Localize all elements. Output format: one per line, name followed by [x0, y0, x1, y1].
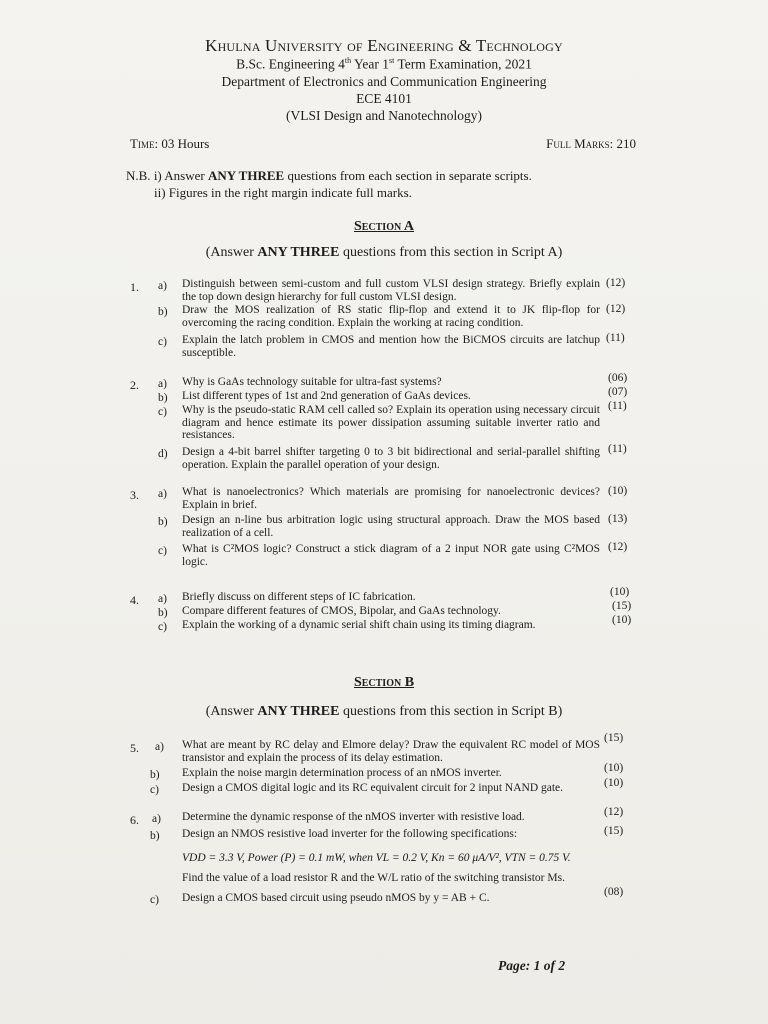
- time-info: [130, 136, 209, 152]
- department-name: Department of Electronics and Communication Engineering: [221, 74, 547, 89]
- nb-line-2: ii) Figures in the right margin indicate full marks.: [154, 185, 412, 200]
- nb-line1-bold: ANY THREE: [207, 168, 285, 183]
- question-number: 4.: [130, 593, 139, 607]
- part-label: c): [150, 784, 159, 796]
- part-marks: (10): [610, 586, 630, 598]
- section-a-note-suffix: questions from this section in Script A): [339, 245, 563, 260]
- part-text: Determine the dynamic response of the nMOS inverter with resistive load.: [182, 811, 525, 823]
- part-text: Draw the MOS realization of RS static flip-flop and extend it to JK flip-flop for overcoming the racing condition. Explain the working at racing condition.: [182, 304, 600, 329]
- part-label: c): [158, 621, 167, 633]
- section-a-note: [0, 245, 768, 261]
- part-marks: (10): [604, 777, 624, 789]
- section-a-note-bold: ANY THREE: [257, 245, 340, 260]
- full-marks-label: Full Marks:: [546, 136, 614, 151]
- part-text: Briefly discuss on different steps of IC fabrication.: [182, 591, 416, 603]
- section-b-title: Section B: [353, 675, 415, 690]
- part-label: a): [152, 813, 161, 825]
- part-marks: (12): [606, 303, 626, 315]
- part-marks: (12): [606, 277, 626, 289]
- part-text: Explain the latch problem in CMOS and mention how the BiCMOS circuits are latchup susceptible.: [182, 334, 600, 359]
- part-marks: (12): [604, 806, 624, 818]
- question-number: 3.: [130, 488, 139, 502]
- part-marks: (06): [608, 372, 628, 384]
- nb-line1-prefix: i) Answer: [153, 168, 208, 183]
- part-text: Explain the noise margin determination process of an nMOS inverter.: [182, 767, 502, 779]
- part-text: What is nanoelectronics? Which materials are promising for nanoelectronic devices? Explain in brief.: [182, 486, 600, 511]
- spec-line: VDD = 3.3 V, Power (P) = 0.1 mW, when VL = 0.2 V, Kn = 60 μA/V², VTN = 0.75 V.: [182, 852, 571, 864]
- part-text: Why is GaAs technology suitable for ultra-fast systems?: [182, 376, 442, 388]
- page-number: Page: 1 of 2: [498, 958, 566, 973]
- part-marks: (10): [612, 614, 632, 626]
- part-marks: (11): [608, 443, 627, 455]
- part-label: b): [150, 769, 160, 781]
- part-label: c): [158, 406, 167, 418]
- part-text: List different types of 1st and 2nd generation of GaAs devices.: [182, 390, 471, 402]
- part-marks: (08): [604, 886, 624, 898]
- full-marks-info: [546, 136, 636, 152]
- part-marks: (10): [604, 762, 624, 774]
- part-text: Design an n-line bus arbitration logic using structural approach. Draw the MOS based realization of a cell.: [182, 514, 600, 539]
- university-name: Khulna University of Engineering & Technology: [205, 36, 563, 55]
- part-label: a): [158, 488, 167, 500]
- part-text: What are meant by RC delay and Elmore delay? Draw the equivalent RC model of MOS transistor and explain the process of its delay estimation.: [182, 739, 600, 764]
- part-marks: (15): [612, 600, 632, 612]
- part-marks: (11): [608, 400, 627, 412]
- part-marks: (10): [608, 485, 628, 497]
- part-label: c): [150, 894, 159, 906]
- part-text: Design a CMOS based circuit using pseudo nMOS by y = AB + C.: [182, 892, 490, 904]
- section-b-note: [0, 704, 768, 720]
- part-text: Why is the pseudo-static RAM cell called so? Explain its operation using necessary circuit diagram and hence estimate its power dissipation assuming suitable inverter ratio and resistances.: [182, 404, 600, 441]
- part-marks: (11): [606, 332, 625, 344]
- find-line: Find the value of a load resistor R and the W/L ratio of the switching transistor Ms.: [182, 872, 565, 884]
- time-value: 03 Hours: [161, 136, 210, 151]
- exam-title: B.Sc. Engineering 4th Year 1st Term Examination, 2021: [236, 56, 532, 72]
- section-a-title: Section A: [353, 219, 415, 234]
- question-number: 2.: [130, 378, 139, 392]
- section-a-note-prefix: (Answer: [205, 245, 258, 260]
- part-label: a): [155, 741, 164, 753]
- nb-line-1: [126, 168, 532, 184]
- section-b-note-suffix: questions from this section in Script B): [339, 704, 563, 719]
- part-marks: (07): [608, 386, 628, 398]
- part-label: b): [158, 607, 168, 619]
- part-label: d): [158, 448, 168, 460]
- part-text: What is C²MOS logic? Construct a stick diagram of a 2 input NOR gate using C²MOS logic.: [182, 543, 600, 568]
- part-label: c): [158, 336, 167, 348]
- part-label: b): [158, 516, 168, 528]
- question-number: 1.: [130, 280, 139, 294]
- part-text: Explain the working of a dynamic serial shift chain using its timing diagram.: [182, 619, 536, 631]
- part-label: b): [158, 306, 168, 318]
- part-label: b): [150, 830, 160, 842]
- part-marks: (13): [608, 513, 628, 525]
- part-marks: (15): [604, 732, 624, 744]
- part-label: c): [158, 545, 167, 557]
- section-b-note-prefix: (Answer: [205, 704, 258, 719]
- part-marks: (12): [608, 541, 628, 553]
- question-number: 6.: [130, 813, 139, 827]
- part-text: Design a CMOS digital logic and its RC equivalent circuit for 2 input NAND gate.: [182, 782, 564, 794]
- part-label: b): [158, 392, 168, 404]
- part-label: a): [158, 280, 167, 292]
- question-number: 5.: [130, 741, 139, 755]
- part-label: a): [158, 593, 167, 605]
- time-label: Time:: [130, 136, 159, 151]
- part-text: Design a 4-bit barrel shifter targeting 0 to 3 bit bidirectional and serial-parallel shifting operation. Explain the parallel operation of your design.: [182, 446, 600, 471]
- course-code: ECE 4101: [356, 91, 412, 106]
- full-marks-value: 210: [616, 136, 636, 151]
- part-text: Compare different features of CMOS, Bipolar, and GaAs technology.: [182, 605, 501, 617]
- nb-line1-suffix: questions from each section in separate scripts.: [284, 168, 532, 183]
- part-label: a): [158, 378, 167, 390]
- part-text: Distinguish between semi-custom and full custom VLSI design strategy. Briefly explain the top down design hierarchy for full custom VLSI design.: [182, 278, 600, 303]
- part-text: Design an NMOS resistive load inverter for the following specifications:: [182, 828, 518, 840]
- part-marks: (15): [604, 825, 624, 837]
- nb-label: N.B.: [126, 168, 151, 183]
- section-b-note-bold: ANY THREE: [257, 704, 340, 719]
- course-title: (VLSI Design and Nanotechnology): [285, 108, 483, 123]
